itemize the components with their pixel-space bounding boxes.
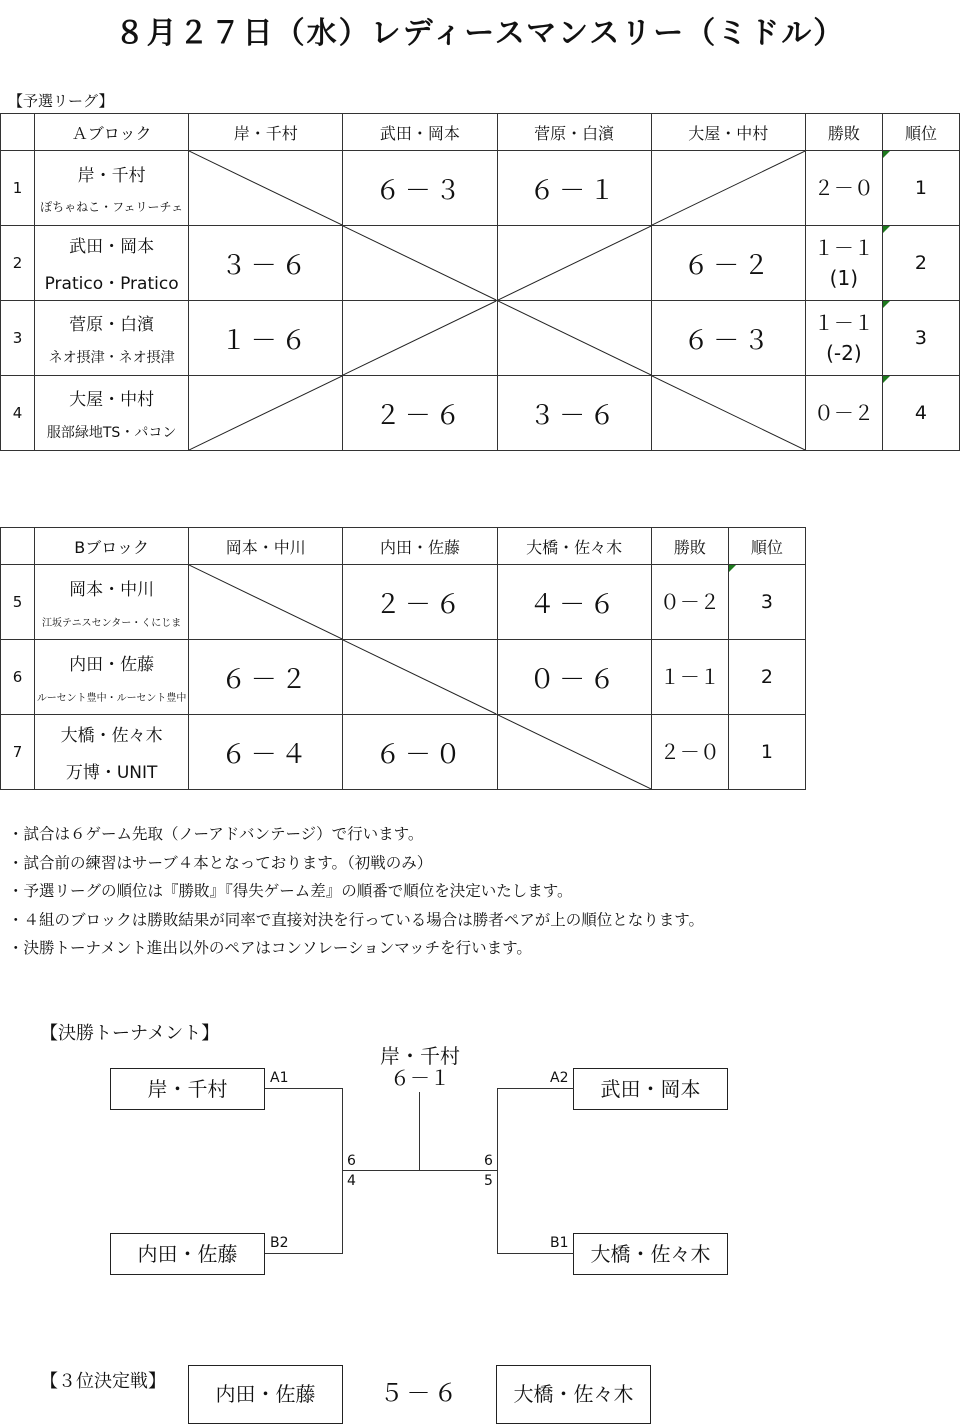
table-row <box>1 640 806 715</box>
semi-right-top-score: 6 <box>484 1153 493 1169</box>
self-match-cell <box>189 151 343 226</box>
score-cell: ６－３ <box>651 301 805 376</box>
row-number: 1 <box>1 151 35 226</box>
bracket-entry-b2 <box>110 1233 265 1275</box>
pair-cell <box>35 640 189 715</box>
win-loss-cell: ２－０ <box>651 715 728 790</box>
rank-cell <box>882 226 959 301</box>
pair-name: 大屋・中村 <box>69 389 155 410</box>
table-row <box>1 301 960 376</box>
table-row <box>1 226 960 301</box>
rank-value: 4 <box>914 402 927 424</box>
rank-value: 1 <box>914 177 927 199</box>
block-b-table <box>0 527 806 790</box>
bracket-line <box>342 1088 343 1254</box>
note-line: ・試合は６ゲーム先取（ノーアドバンテージ）で行います。 <box>8 825 424 843</box>
third-place-label: 【３位決定戦】 <box>40 1371 166 1392</box>
semi-left-bottom-score: 4 <box>347 1173 356 1189</box>
rank-cell: 2 <box>728 640 805 715</box>
tournament-champion: 岸・千村 <box>380 1044 460 1068</box>
block-b-col-1: 岡本・中川 <box>189 528 343 565</box>
score-cell: ６－２ <box>651 226 805 301</box>
score-cell: ０－６ <box>497 640 651 715</box>
score-cell: ４－６ <box>497 565 651 640</box>
win-loss-cell <box>805 226 882 301</box>
self-match-cell <box>497 226 651 301</box>
score-cell: ２－６ <box>343 565 497 640</box>
comment-marker <box>883 376 890 383</box>
bracket-line <box>419 1092 420 1170</box>
row-number: 3 <box>1 301 35 376</box>
pair-name: 菅原・白濱 <box>69 314 155 335</box>
bracket-entry-a1 <box>110 1068 265 1110</box>
block-b-header-row <box>1 528 806 565</box>
block-b-title: Bブロック <box>35 528 189 565</box>
win-loss-cell: １－１ <box>651 640 728 715</box>
row-number: 2 <box>1 226 35 301</box>
rank-cell <box>728 565 805 640</box>
page-title: ８月２７日（水）レディースマンスリー（ミドル） <box>114 16 846 51</box>
rank-value: 3 <box>914 327 927 349</box>
rank-cell <box>882 301 959 376</box>
comment-marker <box>883 151 890 158</box>
block-a-col-4: 大屋・中村 <box>651 114 805 151</box>
entry-name: 岸・千村 <box>147 1077 228 1101</box>
win-loss-value: １－１ <box>813 236 874 260</box>
game-diff: (1) <box>829 266 859 290</box>
win-loss-cell: ０－２ <box>805 376 882 451</box>
pair-cell <box>35 565 189 640</box>
rank-cell: 1 <box>728 715 805 790</box>
bracket-line <box>497 1088 574 1089</box>
block-a-title: Ａブロック <box>35 114 189 151</box>
third-place-right <box>496 1365 651 1424</box>
bracket-line <box>342 1170 498 1171</box>
block-a-header-row <box>1 114 960 151</box>
rank-value: 3 <box>760 591 773 613</box>
row-number: 7 <box>1 715 35 790</box>
table-row <box>1 715 806 790</box>
game-diff: (-2) <box>826 341 862 365</box>
score-cell: ６－３ <box>343 151 497 226</box>
comment-marker <box>729 565 736 572</box>
score-cell: １－６ <box>189 301 343 376</box>
third-place-left <box>188 1365 343 1424</box>
note-line: ・４組のブロックは勝敗結果が同率で直接対決を行っている場合は勝者ペアが上の順位となります。 <box>8 910 704 929</box>
self-match-cell <box>343 301 497 376</box>
score-cell: ３－６ <box>189 226 343 301</box>
bracket-line <box>497 1253 574 1254</box>
self-match-cell <box>343 226 497 301</box>
self-match-cell <box>343 640 497 715</box>
bracket-line <box>497 1088 498 1254</box>
pair-name: 岡本・中川 <box>69 580 155 600</box>
score-cell: ２－６ <box>343 376 497 451</box>
self-match-cell <box>189 565 343 640</box>
rules-notes <box>8 820 704 963</box>
block-a-col-2: 武田・岡本 <box>343 114 497 151</box>
tournament-label: 【決勝トーナメント】 <box>40 1023 220 1044</box>
entry-name: 大橋・佐々木 <box>513 1382 634 1406</box>
note-line: ・予選リーグの順位は『勝敗』『得失ゲーム差』の順番で順位を決定いたします。 <box>8 882 573 900</box>
block-b-rank-header: 順位 <box>728 528 805 565</box>
self-match-cell <box>497 715 651 790</box>
seed-label: B1 <box>550 1235 569 1251</box>
pair-name: 武田・岡本 <box>69 237 155 257</box>
pair-cell <box>35 151 189 226</box>
seed-label: A2 <box>550 1070 569 1086</box>
comment-marker <box>883 226 890 233</box>
note-line: ・試合前の練習はサーブ４本となっております。（初戦のみ） <box>8 853 433 872</box>
table-row <box>1 376 960 451</box>
pair-name: 内田・佐藤 <box>69 655 155 675</box>
bracket-line <box>265 1253 343 1254</box>
final-score: ６－１ <box>390 1066 450 1090</box>
pair-club: 江坂テニスセンター・くにじま <box>42 618 182 629</box>
score-cell: ３－６ <box>497 376 651 451</box>
block-b-wl-header: 勝敗 <box>651 528 728 565</box>
comment-marker <box>883 301 890 308</box>
seed-label: A1 <box>270 1070 289 1086</box>
score-cell: ６－１ <box>497 151 651 226</box>
pair-cell <box>35 376 189 451</box>
block-a-col-1: 岸・千村 <box>189 114 343 151</box>
header-corner <box>1 528 35 565</box>
header-corner <box>1 114 35 151</box>
league-label: 【予選リーグ】 <box>8 92 114 110</box>
semi-right-bottom-score: 5 <box>484 1173 493 1189</box>
win-loss-cell: ０－２ <box>651 565 728 640</box>
block-a-table <box>0 113 960 451</box>
score-cell: ６－４ <box>189 715 343 790</box>
score-cell: ６－２ <box>189 640 343 715</box>
win-loss-value: １－１ <box>813 311 874 335</box>
pair-club: ネオ摂津・ネオ摂津 <box>48 349 175 366</box>
rank-cell <box>882 151 959 226</box>
block-a-rank-header: 順位 <box>882 114 959 151</box>
entry-name: 大橋・佐々木 <box>590 1242 711 1266</box>
pair-cell <box>35 301 189 376</box>
seed-label: B2 <box>270 1235 289 1251</box>
pair-cell <box>35 715 189 790</box>
win-loss-cell <box>805 301 882 376</box>
note-line: ・決勝トーナメント進出以外のペアはコンソレーションマッチを行います。 <box>8 939 532 957</box>
table-row <box>1 151 960 226</box>
semi-left-top-score: 6 <box>347 1153 356 1169</box>
third-place-score: ５－６ <box>379 1379 461 1407</box>
self-match-cell <box>651 151 805 226</box>
self-match-cell <box>651 376 805 451</box>
block-b-col-2: 内田・佐藤 <box>343 528 497 565</box>
entry-name: 内田・佐藤 <box>215 1382 316 1406</box>
block-b-col-3: 大橋・佐々木 <box>497 528 651 565</box>
block-a-wl-header: 勝敗 <box>805 114 882 151</box>
pair-cell <box>35 226 189 301</box>
block-a-col-3: 菅原・白濱 <box>497 114 651 151</box>
pair-club: Pratico・Pratico <box>44 274 179 294</box>
bracket-entry-a2 <box>573 1068 728 1110</box>
row-number: 4 <box>1 376 35 451</box>
pair-club: 服部緑地TS・パコン <box>46 424 177 441</box>
entry-name: 内田・佐藤 <box>137 1242 238 1266</box>
row-number: 5 <box>1 565 35 640</box>
self-match-cell <box>497 301 651 376</box>
win-loss-cell: ２－０ <box>805 151 882 226</box>
bracket-line <box>265 1088 343 1089</box>
self-match-cell <box>189 376 343 451</box>
row-number: 6 <box>1 640 35 715</box>
pair-name: 大橋・佐々木 <box>60 726 163 746</box>
rank-cell <box>882 376 959 451</box>
pair-club: 万博・UNIT <box>65 763 158 783</box>
bracket-entry-b1 <box>573 1233 728 1275</box>
pair-name: 岸・千村 <box>77 166 146 186</box>
entry-name: 武田・岡本 <box>600 1077 701 1101</box>
pair-club: ルーセント豊中・ルーセント豊中 <box>36 693 187 704</box>
pair-club: ぽちゃねこ・フェリーチェ <box>40 200 184 214</box>
score-cell: ６－０ <box>343 715 497 790</box>
table-row <box>1 565 806 640</box>
rank-value: 2 <box>914 252 927 274</box>
